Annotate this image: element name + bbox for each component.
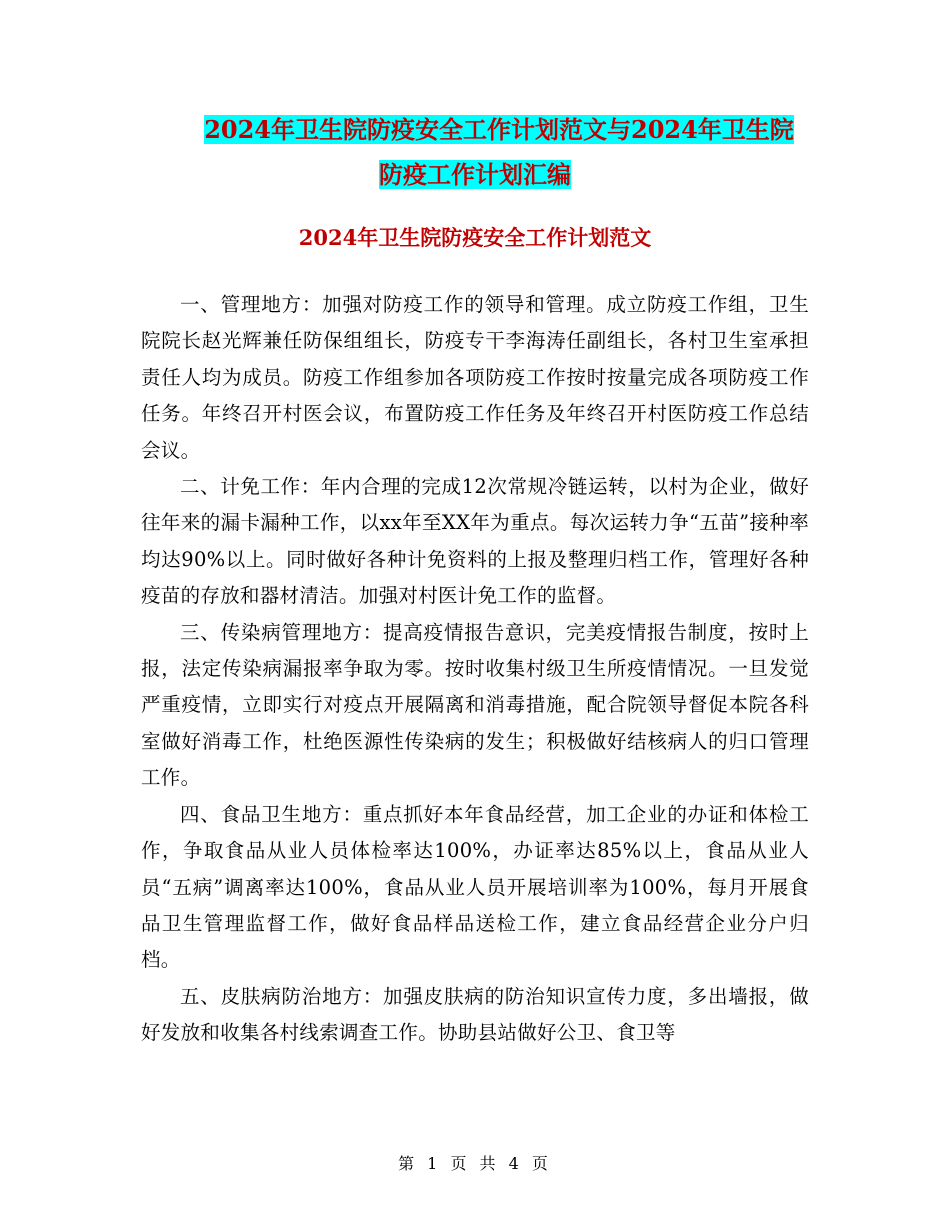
document-title-line-1 — [0, 107, 950, 153]
document-title-line-2 — [0, 152, 950, 198]
paragraph-infectious-disease: 三、传染病管理地方：提高疫情报告意识，完美疫情报告制度，按时上报，法定传染病漏报率争取为零。按时收集村级卫生所疫情情况。一旦发觉严重疫情，立即实行对疫点开展隔离和消毒措施，配合院领导督促本院各科室做好消毒工作，杜绝医源性传染病的发生；积极做好结核病人的归口管理工作。 — [141, 620, 809, 790]
document-body — [141, 287, 809, 1052]
page-footer: 第 1 页 共 4 页 — [398, 1154, 552, 1173]
paragraph-management: 一、管理地方：加强对防疫工作的领导和管理。成立防疫工作组，卫生院院长赵光辉兼任防保组组长，防疫专干李海涛任副组长，各村卫生室承担责任人均为成员。防疫工作组参加各项防疫工作按时按量完成各项防疫工作任务。年终召开村医会议，布置防疫工作任务及年终召开村医防疫工作总结会议。 — [141, 293, 809, 462]
paragraph-food-hygiene: 四、食品卫生地方：重点抓好本年食品经营，加工企业的办证和体检工作，争取食品从业人员体检率达100%，办证率达85%以上，食品从业人员“五病”调离率达100%，食品从业人员开展培训率为100%，每月开展食品卫生管理监督工作，做好食品样品送检工作，建立食品经营企业分户归档。 — [141, 802, 809, 972]
document-title-line-2-text: 防疫工作计划汇编 — [379, 160, 571, 189]
paragraph-immunization: 二、计免工作：年内合理的完成12次常规冷链运转，以村为企业，做好往年来的漏卡漏种工作，以xx年至XX年为重点。每次运转力争“五苗”接种率均达90%以上。同时做好各种计免资料的上报及整理归档工作，管理好各种疫苗的存放和器材清洁。加强对村医计免工作的监督。 — [141, 475, 809, 608]
document-title-line-1-text: 2024年卫生院防疫安全工作计划范文与2024年卫生院 — [204, 115, 794, 144]
paragraph-skin-disease: 五、皮肤病防治地方：加强皮肤病的防治知识宣传力度，多出墙报，做好发放和收集各村线索调查工作。协助县站做好公卫、食卫等 — [141, 984, 809, 1045]
section-title: 2024年卫生院防疫安全工作计划范文 — [298, 225, 652, 250]
